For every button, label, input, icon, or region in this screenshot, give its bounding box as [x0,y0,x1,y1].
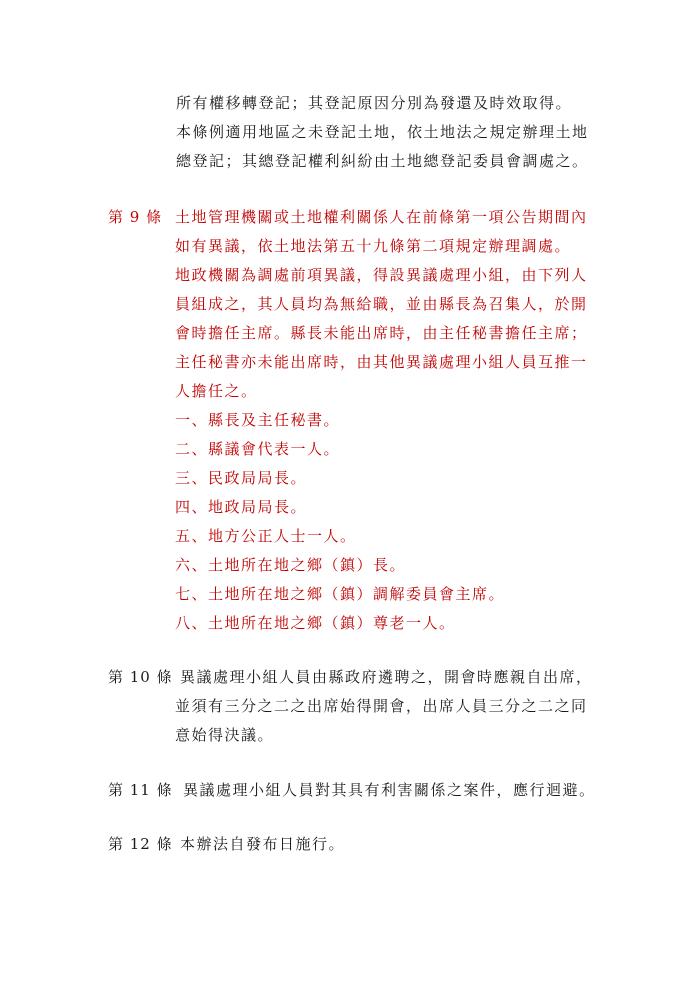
article-11-line-1: 異議處理小組人員對其具有利害關係之案件，應行迴避。 [183,781,596,799]
article-12-label: 第 12 條 [108,835,173,853]
article-9-line-3: 地政機關為調處前項異議，得設異議處理小組，由下列人 [175,266,588,284]
article-9-item-3: 三、民政局局長。 [175,469,308,487]
article-10-label: 第 10 條 [108,668,173,686]
article-11-label: 第 11 條 [108,781,173,799]
article-9-label: 第 9 條 [108,208,163,226]
article-9-item-5: 五、地方公正人士一人。 [175,527,357,545]
article-10-line-2: 並須有三分之二之出席始得開會，出席人員三分之二之同 [175,697,588,715]
article-9-item-4: 四、地政局局長。 [175,498,308,516]
article-9-item-2: 二、縣議會代表一人。 [175,440,341,458]
article-9-item-1: 一、縣長及主任秘書。 [175,411,341,429]
article-9-line-1: 土地管理機關或土地權利關係人在前條第一項公告期間內 [175,208,588,226]
article-9-line-2: 如有異議，依土地法第五十九條第二項規定辦理調處。 [175,237,572,255]
article-10-line-1: 異議處理小組人員由縣政府遴聘之，開會時應親自出席， [180,668,593,686]
article-9-line-4: 員組成之，其人員均為無給職，並由縣長為召集人，於開 [175,295,588,313]
article-9-line-7: 人擔任之。 [175,382,258,400]
top-line-1: 所有權移轉登記；其登記原因分別為發還及時效取得。 [176,94,573,112]
article-12-line-1: 本辦法自發布日施行。 [180,835,346,853]
top-line-2: 本條例適用地區之未登記土地，依土地法之規定辦理土地 [176,123,589,141]
article-9-item-6: 六、土地所在地之鄉（鎮）長。 [175,556,407,574]
article-9-line-6: 主任秘書亦未能出席時，由其他異議處理小組人員互推一 [175,353,588,371]
article-9-item-8: 八、土地所在地之鄉（鎮）尊老一人。 [175,614,456,632]
article-9-item-7: 七、土地所在地之鄉（鎮）調解委員會主席。 [175,585,506,603]
article-10-line-3: 意始得決議。 [175,726,275,744]
top-line-3: 總登記；其總登記權利糾紛由土地總登記委員會調處之。 [176,152,589,170]
article-9-line-5: 會時擔任主席。縣長未能出席時，由主任秘書擔任主席； [175,324,588,342]
